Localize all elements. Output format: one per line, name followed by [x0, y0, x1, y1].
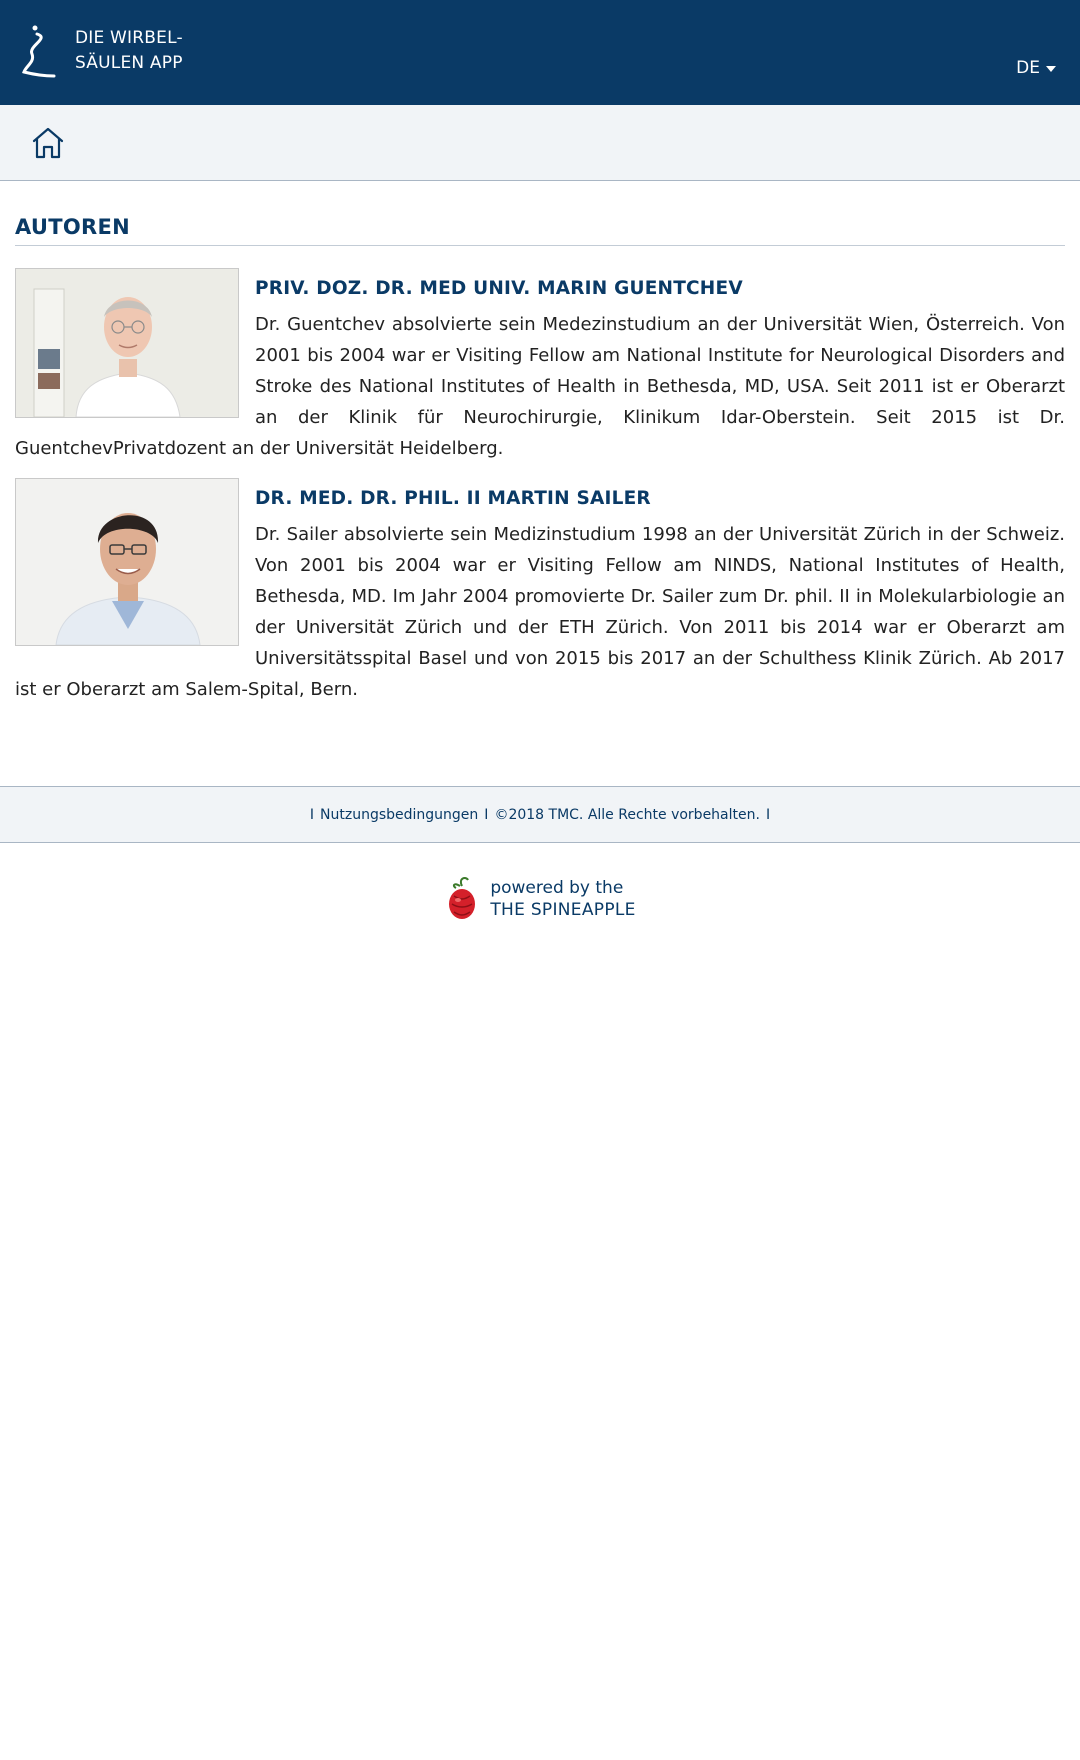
author-name: DR. MED. DR. PHIL. II MARTIN SAILER [255, 488, 651, 509]
copyright-text: ©2018 TMC. Alle Rechte vorbehalten. [494, 806, 760, 823]
powered-by-badge[interactable] [0, 876, 1080, 922]
chevron-down-icon [1046, 66, 1056, 72]
sub-navigation [0, 105, 1080, 181]
footer-separator: I [309, 806, 315, 823]
main-content [15, 215, 1065, 705]
brand-line-1: DIE WIRBEL- [75, 28, 183, 48]
language-dropdown[interactable] [1016, 58, 1056, 78]
footer-bar [0, 786, 1080, 843]
spine-logo-icon[interactable] [20, 24, 58, 80]
app-header [0, 0, 1080, 105]
terms-link[interactable]: Nutzungsbedingungen [320, 806, 479, 823]
powered-by-line2: THE SPINEAPPLE [490, 900, 636, 920]
author-card [15, 268, 1065, 464]
author-name: PRIV. DOZ. DR. MED UNIV. MARIN GUENTCHEV [255, 278, 743, 299]
home-icon[interactable] [30, 125, 66, 161]
footer-separator: I [484, 806, 489, 823]
author-portrait [15, 478, 239, 646]
author-bio: Dr. Guentchev absolvierte sein Medezinstudium an der Universität Wien, Österreich. Von 2001 bis 2004 war er Visiting Fellow am National Institute for Neurological Disorders and Stroke des National Institutes of Health in Bethesda, MD, USA. Seit 2011 ist er Oberarzt an der Klinik für Neurochirurgie, Klinikum Idar-Oberstein. Seit 2015 ist Dr. GuentchevPrivatdozent an der Universität Heidelberg. [15, 314, 1065, 459]
brand-line-2: SÄULEN APP [75, 53, 183, 73]
author-bio: Dr. Sailer absolvierte sein Medizinstudium 1998 an der Universität Zürich in der Schweiz. Von 2001 bis 2004 war er Visiting Fellow am NINDS, National Institutes of Health, Bethesda, MD. Im Jahr 2004 promovierte Dr. Sailer zum Dr. phil. II in Molekularbiologie an der Universität Zürich und der ETH Zürich. Von 2011 bis 2014 war er Oberarzt am Universitätsspital Basel und von 2015 bis 2017 an der Schulthess Klinik Zürich. Ab 2017 ist er Oberarzt am Salem-Spital, Bern. [15, 524, 1065, 700]
author-card [15, 478, 1065, 705]
app-brand[interactable] [75, 26, 183, 76]
author-portrait [15, 268, 239, 418]
footer-separator: I [765, 806, 771, 823]
powered-by-text [490, 877, 635, 921]
spineapple-logo-icon [444, 876, 480, 922]
language-label: DE [1016, 58, 1040, 78]
powered-by-line1: powered by the [490, 878, 624, 898]
page-title: AUTOREN [15, 215, 1065, 246]
